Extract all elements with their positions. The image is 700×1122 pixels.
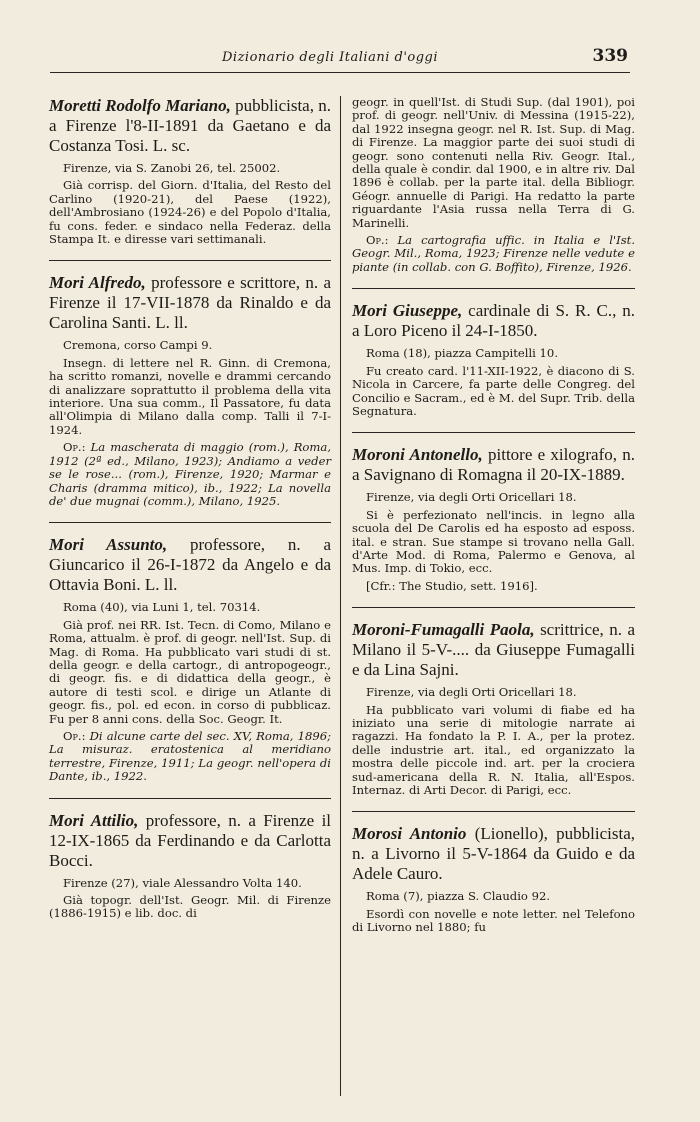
entry-description: (Lionello), pubblicista, n. a Livorno il 5-V-1864 da Guido e da Adele Cauro. <box>352 824 635 884</box>
entry-heading <box>49 811 331 871</box>
entry-name: Moroni Antonello, <box>352 445 483 465</box>
entry-name: Moretti Rodolfo Mariano, <box>49 96 231 115</box>
entry-address: Firenze, via degli Orti Oricellari 18. <box>366 685 577 700</box>
entry-address: Firenze, via S. Zanobi 26, tel. 25002. <box>63 161 281 175</box>
works-text: La mascherata di maggio (rom.), Roma, 1912 (2ª ed., Milano, 1923); Andiamo a veder se le rose... (rom.), Firenze, 1920; Marmar e Charis (dramma mitico), ib., 1922; La novella de' due mugnai (comm.), Milano, 1925. <box>49 440 332 508</box>
entry-heading <box>49 273 331 333</box>
entry <box>352 824 635 934</box>
entry-reference: [Cfr.: The Studio, sett. 1916]. <box>366 578 538 593</box>
entry-biography: Insegn. di lettere nel R. Ginn. di Cremona, ha scritto romanzi, novelle e drammi cercando di analizzare soprattutto il problema della vita interiore. Una sua comm., Il Passatore, fu data all'Olimpia di Milano dalla comp. Talli il 7-I-1924. <box>49 355 331 437</box>
entry <box>49 96 331 246</box>
entry-description: cardinale di S. R. C., n. a Loro Piceno il 24-I-1850. <box>352 301 635 341</box>
entry-biography: geogr. in quell'Ist. di Studi Sup. (dal 1901), poi prof. di geogr. nell'Univ. di Messina (1915-22), dal 1922 insegna geogr. nel R. Ist. Sup. di Mag. di Firenze. La maggior parte dei suoi studi di geogr. sono contenuti nella Riv. Geogr. Ital., della quale è condir. dal 1900, e in altre riv. Dal 1896 è collab. per la parte ital. della Bibliogr. Géogr. annuelle di Parigi. Ha redatto la parte riguardante l'Asia russa nella Terra di G. Marinelli. <box>352 95 635 230</box>
entry-separator <box>352 288 635 289</box>
entry-continuation <box>352 96 635 274</box>
entry-separator <box>352 607 635 608</box>
entry-heading <box>49 535 331 595</box>
entry-biography: Fu creato card. l'11-XII-1922, è diacono di S. Nicola in Carcere, fa parte delle Congreg. del Concilio e Sacram., ed è M. del Supr. Trib. della Segnatura. <box>352 363 635 418</box>
entry-description: professore, n. a Firenze il 12-IX-1865 da Ferdinando e da Carlotta Bocci. <box>49 810 332 870</box>
entry-name: Mori Giuseppe, <box>352 301 463 321</box>
entry-name: Mori Attilio, <box>49 810 139 830</box>
entry <box>49 535 331 783</box>
running-title: Dizionario degli Italiani d'oggi <box>222 50 439 65</box>
entry-biography: Già corrisp. del Giorn. d'Italia, del Resto del Carlino (1920-21), del Paese (1922), dell'Ambrosiano (1924-26) e del Popolo d'Italia, fu cons. feder. e sindaco nella Federaz. della Stampa It. e diresse vari settimanali. <box>49 178 331 247</box>
column-divider <box>340 96 341 1096</box>
works-label: Op.: <box>63 728 86 743</box>
entry-works <box>352 234 635 274</box>
entry-description: professore, n. a Giuncarico il 26-I-1872 da Angelo e da Ottavia Boni. L. ll. <box>49 535 331 595</box>
entry-description: professore e scrittore, n. a Firenze il 17-VII-1878 da Rinaldo e da Carolina Santi. L. ll. <box>49 273 331 333</box>
entry <box>49 273 331 508</box>
entry-heading <box>49 96 331 156</box>
works-label: Op.: <box>366 233 389 248</box>
page-header <box>50 42 630 73</box>
entry-name: Morosi Antonio <box>352 824 467 844</box>
entry-description: scrittrice, n. a Milano il 5-V-.... da Giuseppe Fumagalli e da Lina Sajni. <box>352 620 636 680</box>
left-column <box>49 96 331 935</box>
entry-description: pittore e xilografo, n. a Savignano di Romagna il 20-IX-1889. <box>352 445 635 485</box>
entry-name: Mori Assunto, <box>49 535 168 555</box>
entry <box>49 811 331 921</box>
entry <box>352 620 635 797</box>
right-column <box>352 96 635 949</box>
entry-biography: Ha pubblicato vari volumi di fiabe ed ha iniziato una serie di mitologie narrate ai ragazzi. Ha fondato la P. I. A., per la protez. delle industrie art. ital., ed organizzato la mostra delle piccole ind. art. per la crociera sud-americana della R. N. Italia, all'Espos. Internaz. di Arti Decor. di Parigi, ecc. <box>352 702 635 797</box>
entry-works <box>49 730 331 784</box>
entry-heading <box>352 445 635 485</box>
entry-address: Cremona, corso Campi 9. <box>63 338 213 353</box>
entry-biography: Già topogr. dell'Ist. Geogr. Mil. di Firenze (1886-1915) e lib. doc. di <box>49 893 331 921</box>
entry-description: pubblicista, n. a Firenze l'8-II-1891 da Gaetano e da Costanza Tosi. L. sc. <box>49 96 331 155</box>
entry-separator <box>49 260 331 261</box>
entry-name: Moroni-Fumagalli Paola, <box>352 620 535 640</box>
entry-works <box>49 441 331 508</box>
works-text: Di alcune carte del sec. XV, Roma, 1896; La misuraz. eratostenica al meridiano terrestre, Firenze, 1911; La geogr. nell'opera di Dante, ib., 1922. <box>49 728 332 784</box>
entry-separator <box>352 432 635 433</box>
entry-biography: Esordì con novelle e note letter. nel Telefono di Livorno nel 1880; fu <box>352 906 635 935</box>
entry-separator <box>49 522 331 523</box>
page-number: 339 <box>592 46 628 66</box>
entry-separator <box>49 798 331 799</box>
entry-address: Roma (40), via Luni 1, tel. 70314. <box>63 600 261 615</box>
entry-address: Roma (18), piazza Campitelli 10. <box>366 346 558 361</box>
entry-address: Roma (7), piazza S. Claudio 92. <box>366 889 551 904</box>
entry-address: Firenze (27), viale Alessandro Volta 140. <box>63 875 302 890</box>
entry-address: Firenze, via degli Orti Oricellari 18. <box>366 490 577 505</box>
entry-name: Mori Alfredo, <box>49 273 146 293</box>
works-label: Op.: <box>63 440 86 455</box>
entry <box>352 301 635 418</box>
entry-heading <box>352 620 635 680</box>
entry-heading <box>352 301 635 341</box>
entry-separator <box>352 811 635 812</box>
entry <box>352 445 635 593</box>
works-text: La cartografia uffic. in Italia e l'Ist. Geogr. Mil., Roma, 1923; Firenze nelle vedute e piante (in collab. con G. Boffito), Firenze, 1926. <box>352 233 636 274</box>
entry-biography: Già prof. nei RR. Ist. Tecn. di Como, Milano e Roma, attualm. è prof. di geogr. nell'Ist. Sup. di Mag. di Roma. Ha pubblicato vari studi di st. della geogr. e della cartogr., di antropogeogr., di geogr. fis. e di didattica della geogr., è autore di testi scol. e dirige un Atlante di geogr. fis., pol. ed econ. in corso di pubblicaz. Fu per 8 anni cons. della Soc. Geogr. It. <box>49 617 331 726</box>
entry-heading <box>352 824 635 884</box>
entry-biography: Si è perfezionato nell'incis. in legno alla scuola del De Carolis ed ha esposto ad esposs. ital. e stran. Sue stampe si trovano nella Gall. d'Arte Mod. di Roma, Palermo e Genova, al Mus. Imp. di Tokio, ecc. <box>352 507 635 576</box>
